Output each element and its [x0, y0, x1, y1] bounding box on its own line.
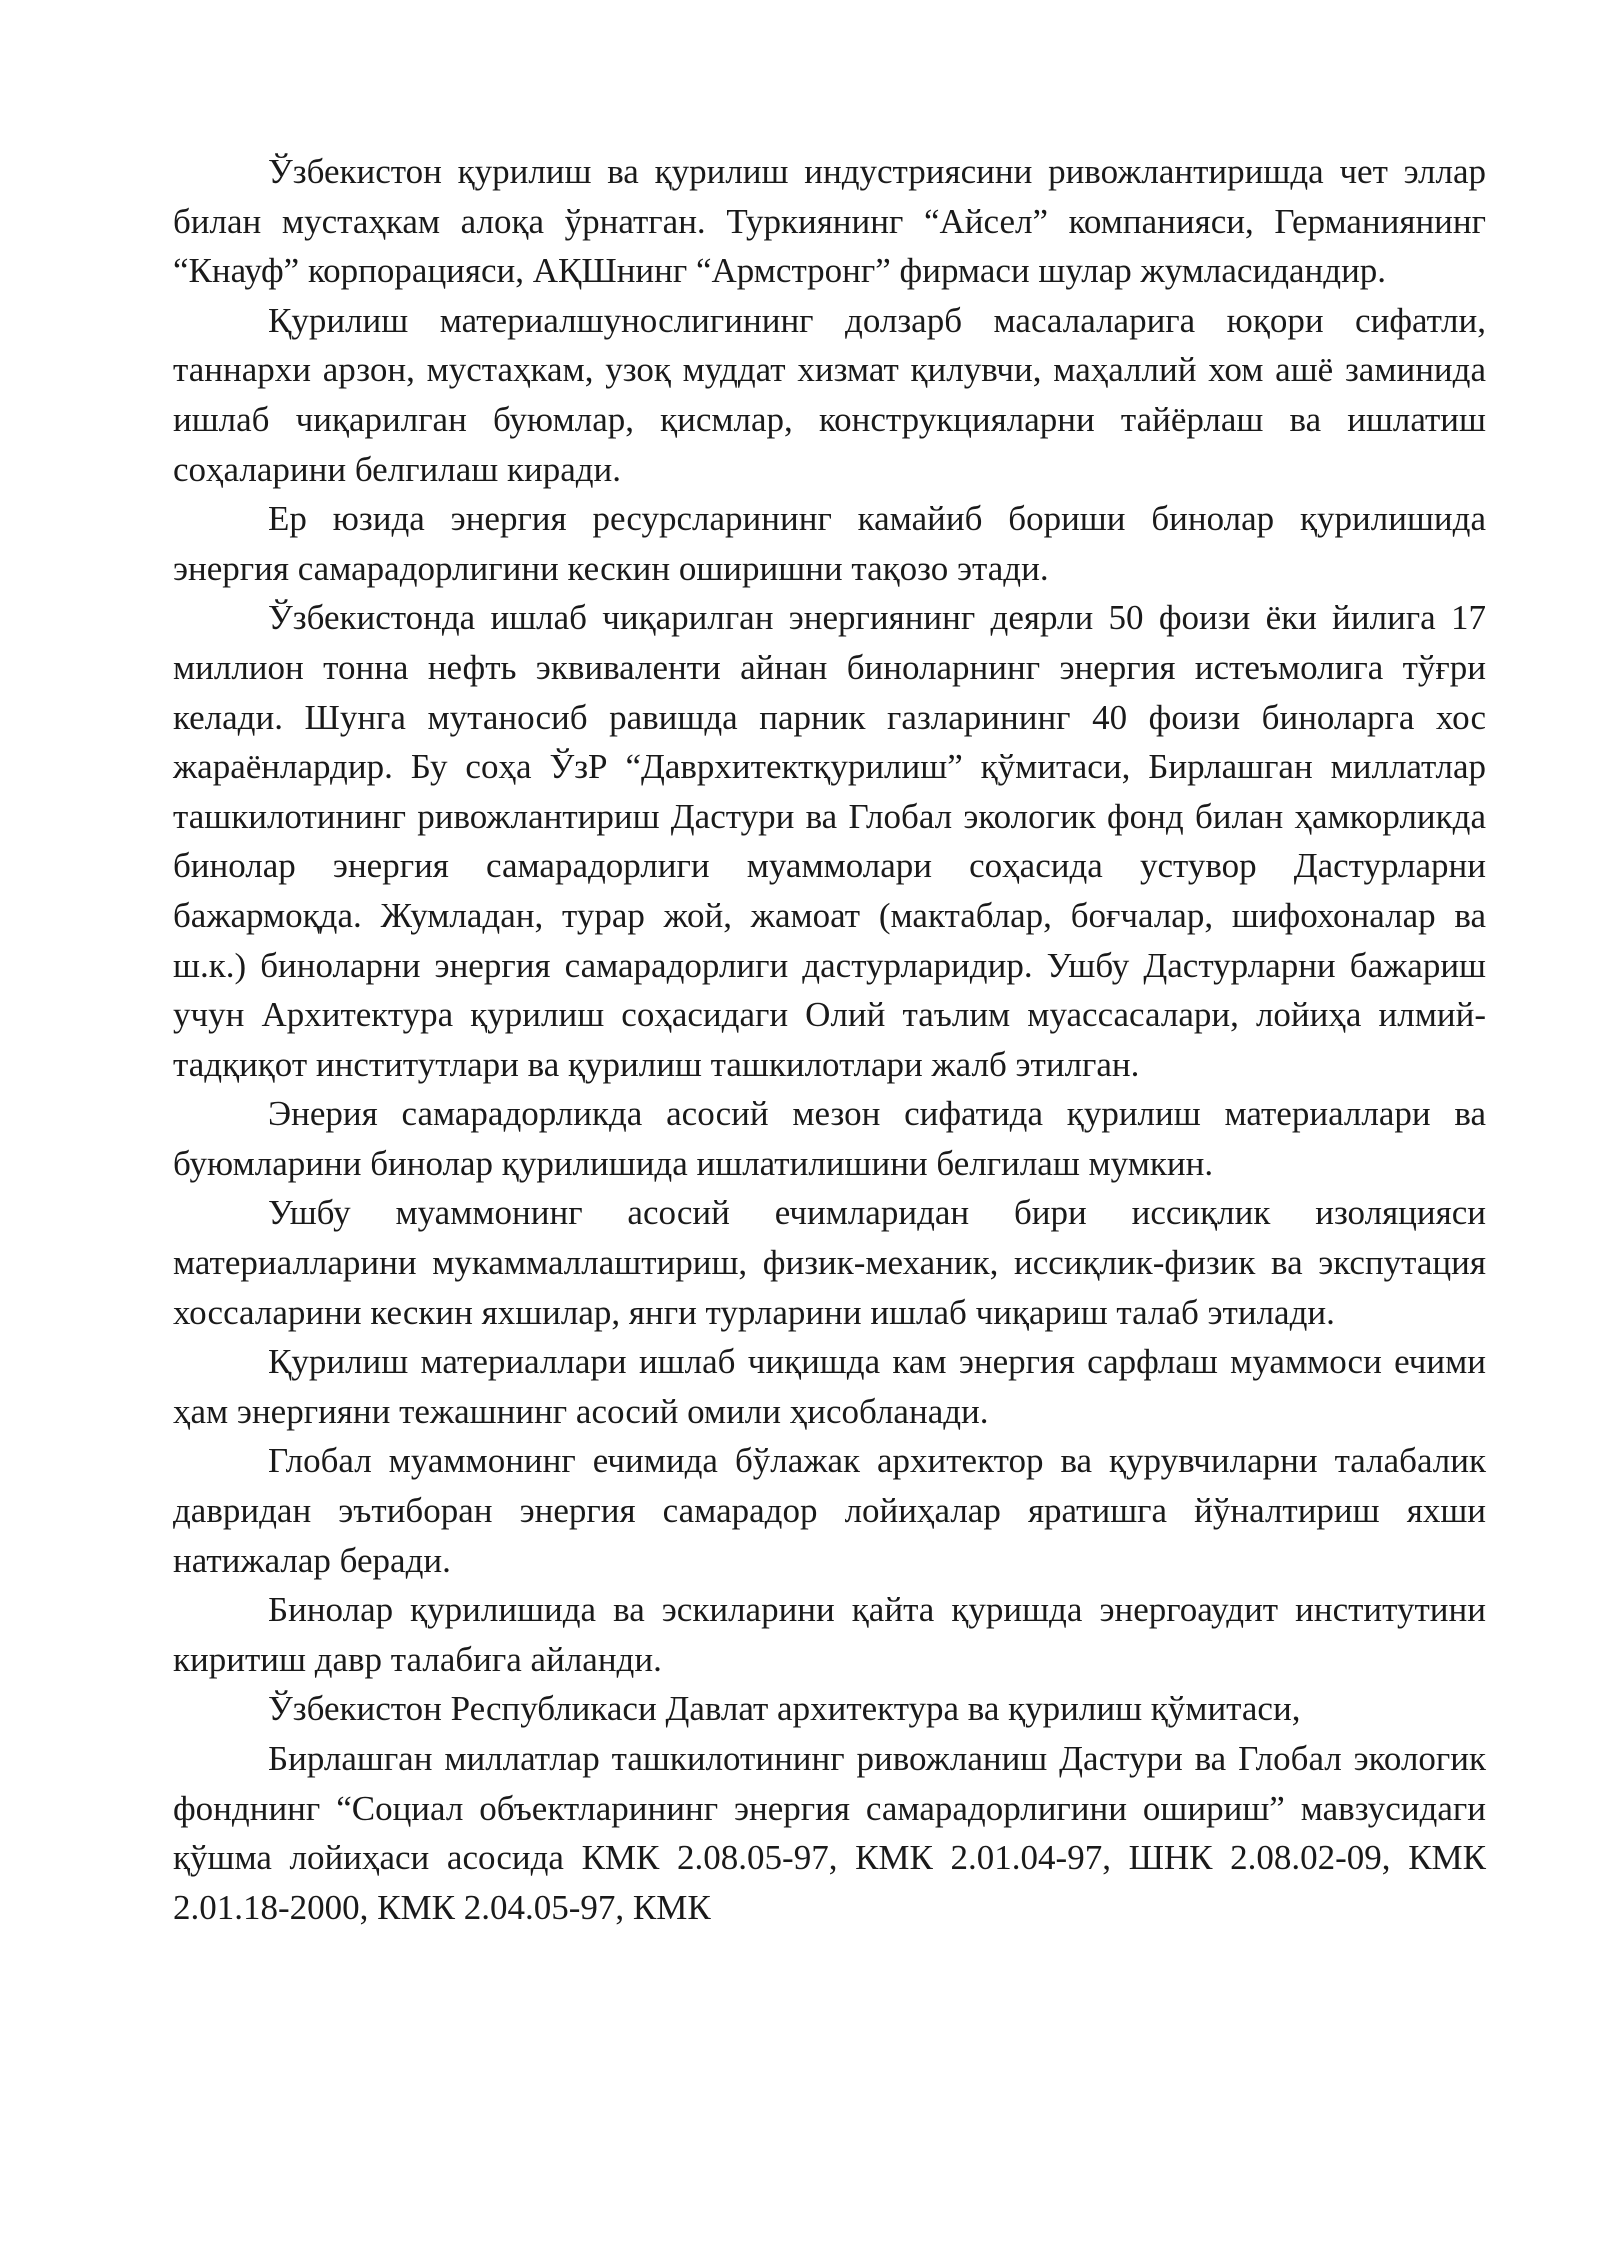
- paragraph-4: Ўзбекистонда ишлаб чиқарилган энергиянинг деярли 50 фоизи ёки йилига 17 миллион тонна нефть эквиваленти айнан биноларнинг энергия истеъмолига тўғри келади. Шунга мутаносиб равишда парник газларининг 40 фоизи биноларга хос жараёнлардир. Бу соҳа ЎзР “Даврхитектқурилиш” қўмитаси, Бирлашган миллатлар ташкилотининг ривожлантириш Дастури ва Глобал экологик фонд билан ҳамкорликда бинолар энергия самарадорлиги муаммолари соҳасида устувор Дастурларни бажармоқда. Жумладан, турар жой, жамоат (мактаблар, боғчалар, шифохоналар ва ш.к.) биноларни энергия самарадорлиги дастурларидир. Ушбу Дастурларни бажариш учун Архитектура қурилиш соҳасидаги Олий таълим муассасалари, лойиҳа илмий-тадқиқот институтлари ва қурилиш ташкилотлари жалб этилган.: [173, 598, 1486, 1084]
- paragraph-2: Қурилиш материалшунослигининг долзарб масалаларига юқори сифатли, таннархи арзон, мустаҳкам, узоқ муддат хизмат қилувчи, маҳаллий хом ашё заминида ишлаб чиқарилган буюмлар, қисмлар, конструкцияларни тайёрлаш ва ишлатиш соҳаларини белгилаш киради.: [173, 300, 1486, 489]
- document-page: [173, 147, 1486, 1932]
- paragraph-10: Ўзбекистон Республикаси Давлат архитектура ва қурилиш қўмитаси,: [268, 1689, 1301, 1729]
- paragraph-3: Ер юзида энергия ресурсларининг камайиб бориши бинолар қурилишида энергия самарадорлигини кескин оширишни тақозо этади.: [173, 499, 1486, 588]
- paragraph-1: Ўзбекистон қурилиш ва қурилиш индустриясини ривожлантиришда чет эллар билан мустаҳкам алоқа ўрнатган. Туркиянинг “Айсел” компанияси, Германиянинг “Кнауф” корпорацияси, АҚШнинг “Армстронг” фирмаси шулар жумласидандир.: [173, 152, 1486, 291]
- paragraph-9: Бинолар қурилишида ва эскиларини қайта қуришда энергоаудит институтини киритиш давр талабига айланди.: [173, 1590, 1486, 1679]
- paragraph-11: Бирлашган миллатлар ташкилотининг ривожланиш Дастури ва Глобал экологик фонднинг “Социал объектларининг энергия самарадорлигини ошириш” мавзусидаги қўшма лойиҳаси асосида КМК 2.08.05-97, КМК 2.01.04-97, ШНК 2.08.02-09, КМК 2.01.18-2000, КМК 2.04.05-97, КМК: [173, 1739, 1486, 1927]
- paragraph-6: Ушбу муаммонинг асосий ечимларидан бири иссиқлик изоляцияси материалларини мукаммаллаштириш, физик-механик, иссиқлик-физик ва экспутация хоссаларини кескин яхшилар, янги турларини ишлаб чиқариш талаб этилади.: [173, 1193, 1486, 1332]
- paragraph-5: Энерия самарадорликда асосий мезон сифатида қурилиш материаллари ва буюмларини бинолар қурилишида ишлатилишини белгилаш мумкин.: [173, 1094, 1486, 1183]
- paragraph-8: Глобал муаммонинг ечимида бўлажак архитектор ва қурувчиларни талабалик давридан эътиборан энергия самарадор лойиҳалар яратишга йўналтириш яхши натижалар беради.: [173, 1441, 1486, 1580]
- paragraph-7: Қурилиш материаллари ишлаб чиқишда кам энергия сарфлаш муаммоси ечими ҳам энергияни тежашнинг асосий омили ҳисобланади.: [173, 1342, 1486, 1431]
